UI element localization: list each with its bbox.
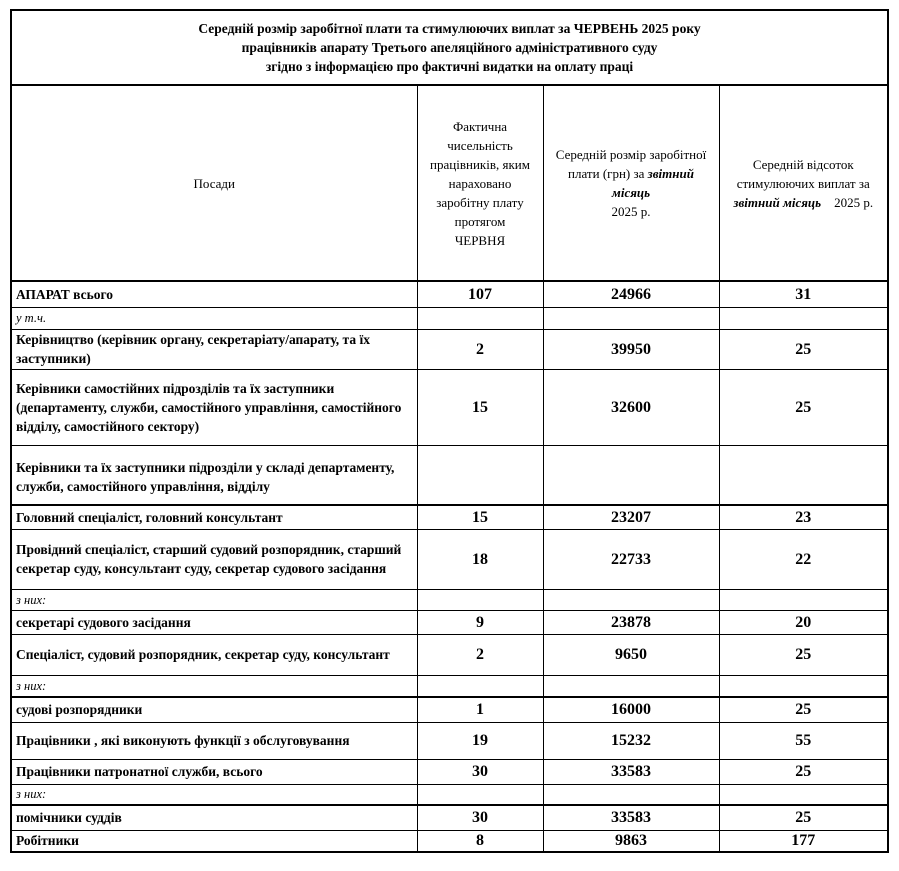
row-percent: [719, 445, 888, 505]
row-salary: 23878: [543, 610, 719, 634]
table-row: [11, 369, 888, 445]
row-percent: 25: [719, 697, 888, 722]
row-percent: 25: [719, 634, 888, 675]
row-headcount: 2: [417, 329, 543, 369]
row-headcount: [417, 589, 543, 610]
row-label: Працівники , які виконують функції з обслуговування: [11, 722, 417, 759]
table-row: [11, 634, 888, 675]
row-label: Керівники самостійних підрозділів та їх заступники (департаменту, служби, самостійного управління, самостійного відділу, самостійного сектору): [11, 369, 417, 445]
row-headcount: 8: [417, 830, 543, 852]
row-label: секретарі судового засідання: [11, 610, 417, 634]
row-salary: 9650: [543, 634, 719, 675]
row-salary: 32600: [543, 369, 719, 445]
row-percent: 25: [719, 805, 888, 830]
table-row: [11, 722, 888, 759]
row-salary: [543, 307, 719, 329]
header-headcount: [417, 85, 543, 281]
row-label: АПАРАТ всього: [11, 281, 417, 307]
table-row: [11, 610, 888, 634]
table-row: [11, 329, 888, 369]
table-row: [11, 805, 888, 830]
row-headcount: 15: [417, 369, 543, 445]
row-label: Керівники та їх заступники підрозділи у складі департаменту, служби, самостійного управління, відділу: [11, 445, 417, 505]
row-headcount: 1: [417, 697, 543, 722]
title-line-1: Середній розмір заробітної плати та стимулюючих виплат за ЧЕРВЕНЬ 2025 року: [198, 21, 701, 36]
table-row: [11, 445, 888, 505]
row-label: Головний спеціаліст, головний консультант: [11, 505, 417, 529]
header-percent: [719, 85, 888, 281]
row-percent: 55: [719, 722, 888, 759]
row-headcount: 30: [417, 759, 543, 784]
header-percent-period: звітний місяць: [733, 194, 822, 210]
table-row: [11, 697, 888, 722]
row-headcount: 15: [417, 505, 543, 529]
row-percent: 25: [719, 369, 888, 445]
row-label: Керівництво (керівник органу, секретаріату/апарату, та їх заступники): [11, 329, 417, 369]
title-row: [11, 10, 888, 85]
salary-table: [10, 9, 889, 853]
row-label: Провідний спеціаліст, старший судовий розпорядник, старший секретар суду, консультант суду, секретар судового засідання: [11, 529, 417, 589]
table-row: [11, 784, 888, 805]
row-salary: 15232: [543, 722, 719, 759]
row-salary: 24966: [543, 281, 719, 307]
title-line-2: працівників апарату Третього апеляційного адміністративного суду: [241, 40, 658, 55]
row-label: помічники суддів: [11, 805, 417, 830]
row-salary: 16000: [543, 697, 719, 722]
header-salary-year: 2025 р.: [611, 204, 651, 219]
row-percent: [719, 784, 888, 805]
row-label: з них:: [11, 675, 417, 697]
row-label: Працівники патронатної служби, всього: [11, 759, 417, 784]
header-salary-period: звітний місяць: [611, 166, 694, 200]
row-salary: 39950: [543, 329, 719, 369]
title-line-3: згідно з інформацією про фактичні видатки на оплату праці: [265, 59, 634, 74]
row-label: Робітники: [11, 830, 417, 852]
row-percent: 22: [719, 529, 888, 589]
table-row: [11, 307, 888, 329]
table-row: [11, 830, 888, 852]
table-row: [11, 281, 888, 307]
table-row: [11, 505, 888, 529]
row-headcount: [417, 445, 543, 505]
row-headcount: [417, 784, 543, 805]
header-headcount-text: Фактична чисельність працівників, яким нараховано заробітну плату протягом ЧЕРВНЯ: [430, 118, 530, 248]
row-salary: 22733: [543, 529, 719, 589]
row-percent: 20: [719, 610, 888, 634]
report-title: [11, 10, 888, 85]
row-headcount: 18: [417, 529, 543, 589]
row-label: у т.ч.: [11, 307, 417, 329]
row-headcount: [417, 675, 543, 697]
row-salary: 9863: [543, 830, 719, 852]
row-label: з них:: [11, 784, 417, 805]
row-salary: [543, 445, 719, 505]
row-salary: [543, 784, 719, 805]
row-percent: [719, 675, 888, 697]
salary-report-sheet: [10, 9, 887, 853]
row-percent: 25: [719, 759, 888, 784]
row-salary: [543, 675, 719, 697]
row-headcount: [417, 307, 543, 329]
row-label: судові розпорядники: [11, 697, 417, 722]
row-salary: [543, 589, 719, 610]
row-percent: [719, 589, 888, 610]
header-salary-text: Середній розмір заробітної плати (грн) за: [555, 147, 707, 181]
row-salary: 33583: [543, 805, 719, 830]
row-headcount: 107: [417, 281, 543, 307]
row-percent: 31: [719, 281, 888, 307]
row-percent: 25: [719, 329, 888, 369]
row-headcount: 9: [417, 610, 543, 634]
row-percent: [719, 307, 888, 329]
row-percent: 177: [719, 830, 888, 852]
row-headcount: 30: [417, 805, 543, 830]
header-percent-year: 2025 р.: [834, 194, 874, 210]
row-headcount: 19: [417, 722, 543, 759]
row-label: з них:: [11, 589, 417, 610]
table-row: [11, 675, 888, 697]
table-row: [11, 589, 888, 610]
row-headcount: 2: [417, 634, 543, 675]
row-salary: 33583: [543, 759, 719, 784]
table-row: [11, 759, 888, 784]
header-row: [11, 85, 888, 281]
header-percent-text: Середній відсоток стимулюючих виплат за: [736, 156, 870, 191]
row-percent: 23: [719, 505, 888, 529]
header-position: Посади: [11, 85, 417, 281]
row-label: Спеціаліст, судовий розпорядник, секретар суду, консультант: [11, 634, 417, 675]
header-salary: [543, 85, 719, 281]
table-row: [11, 529, 888, 589]
row-salary: 23207: [543, 505, 719, 529]
